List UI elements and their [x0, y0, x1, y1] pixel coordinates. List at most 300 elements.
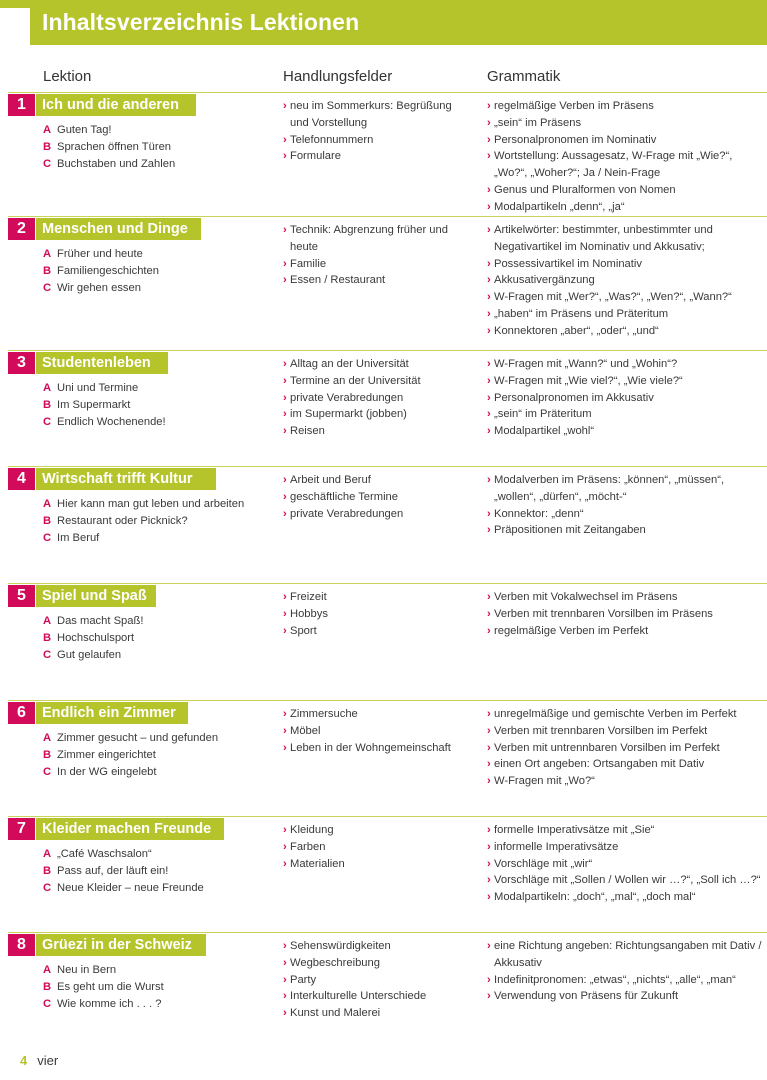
section-title: In der WG eingelebt — [57, 766, 157, 778]
chevron-right-icon: › — [487, 940, 491, 952]
chevron-right-icon: › — [487, 116, 491, 129]
lesson-divider — [8, 816, 767, 817]
section-letter: A — [43, 848, 52, 860]
list-item — [283, 222, 473, 256]
chevron-right-icon: › — [283, 956, 287, 969]
section-title: Neu in Bern — [57, 964, 117, 976]
lesson-title: Menschen und Dinge — [36, 218, 201, 240]
grammatik-list — [487, 356, 762, 440]
lesson-sections — [43, 246, 273, 297]
list-item — [283, 256, 473, 273]
handlungsfeld-text: Freizeit — [290, 591, 327, 603]
list-item — [283, 423, 473, 440]
chevron-right-icon: › — [283, 824, 287, 836]
list-item — [283, 740, 473, 757]
section-letter: A — [43, 615, 52, 627]
lesson-title: Endlich ein Zimmer — [36, 702, 188, 724]
list-item — [487, 182, 762, 199]
lesson-section-item — [43, 630, 273, 647]
lesson-divider — [8, 350, 767, 351]
grammatik-text: Konnektor: „denn“ — [494, 507, 584, 520]
chevron-right-icon: › — [487, 324, 491, 337]
lesson-section-item — [43, 139, 273, 156]
grammatik-text: unregelmäßige und gemischte Verben im Perfekt — [494, 708, 737, 720]
handlungsfeld-text: Materialien — [290, 857, 345, 870]
column-header-handlungsfelder: Handlungsfelder — [283, 68, 393, 85]
lesson-divider — [8, 932, 767, 933]
handlungsfelder-list — [283, 822, 473, 872]
list-item — [487, 406, 762, 423]
handlungsfeld-text: Party — [290, 973, 317, 986]
grammatik-text: Verben mit untrennbaren Vorsilben im Perfekt — [494, 741, 720, 754]
list-item — [283, 1005, 473, 1022]
chevron-right-icon: › — [487, 891, 491, 904]
lesson-section-item — [43, 979, 273, 996]
chevron-right-icon: › — [487, 374, 491, 387]
chevron-right-icon: › — [487, 973, 491, 986]
chevron-right-icon: › — [283, 224, 287, 236]
list-item — [283, 822, 473, 839]
chevron-right-icon: › — [487, 758, 491, 771]
chevron-right-icon: › — [283, 358, 287, 370]
lesson-divider — [8, 700, 767, 701]
chevron-right-icon: › — [487, 474, 491, 486]
handlungsfeld-text: private Verabredungen — [290, 507, 404, 520]
lesson-title: Grüezi in der Schweiz — [36, 934, 206, 956]
grammatik-text: Possessivartikel im Nominativ — [494, 257, 642, 270]
chevron-right-icon: › — [283, 374, 287, 387]
chevron-right-icon: › — [283, 150, 287, 163]
handlungsfeld-text: Sehenswürdigkeiten — [290, 940, 391, 952]
handlungsfeld-text: geschäftliche Termine — [290, 490, 398, 503]
handlungsfeld-text: Kunst und Malerei — [290, 1007, 381, 1020]
chevron-right-icon: › — [283, 100, 287, 112]
list-item — [487, 773, 762, 790]
page-title: Inhaltsverzeichnis Lektionen — [42, 9, 360, 35]
grammatik-text: Präpositionen mit Zeitangaben — [494, 524, 646, 537]
lesson-sections — [43, 846, 273, 897]
section-title: Familiengeschichten — [57, 265, 159, 277]
section-letter: C — [43, 282, 52, 294]
list-item — [283, 132, 473, 149]
chevron-right-icon: › — [283, 1007, 287, 1020]
lesson-section-item — [43, 747, 273, 764]
lesson-section-item — [43, 996, 273, 1013]
lesson-title: Kleider machen Freunde — [36, 818, 224, 840]
chevron-right-icon: › — [283, 425, 287, 438]
list-item — [283, 606, 473, 623]
page-footer — [20, 1053, 58, 1068]
page-number-word: vier — [37, 1053, 59, 1068]
grammatik-text: Modalverben im Präsens: „können“, „müssen“, „wollen“, „dürfen“, „möcht-“ — [494, 474, 725, 503]
list-item — [487, 606, 762, 623]
chevron-right-icon: › — [283, 274, 287, 287]
section-letter: A — [43, 382, 52, 394]
chevron-right-icon: › — [487, 274, 491, 287]
list-item — [487, 889, 762, 906]
section-title: Guten Tag! — [57, 124, 112, 136]
list-item — [487, 373, 762, 390]
lesson-number: 4 — [8, 468, 35, 490]
section-letter: C — [43, 882, 52, 894]
handlungsfeld-text: Termine an der Universität — [290, 374, 421, 387]
chevron-right-icon: › — [487, 624, 491, 637]
chevron-right-icon: › — [487, 358, 491, 370]
lesson-number: 7 — [8, 818, 35, 840]
grammatik-list — [487, 472, 762, 539]
grammatik-text: informelle Imperativsätze — [494, 840, 619, 853]
lesson-number: 8 — [8, 934, 35, 956]
grammatik-text: W-Fragen mit „Wo?“ — [494, 775, 595, 788]
list-item — [487, 706, 762, 723]
chevron-right-icon: › — [283, 741, 287, 754]
grammatik-text: W-Fragen mit „Wann?“ und „Wohin“? — [494, 358, 678, 370]
handlungsfeld-text: Arbeit und Beruf — [290, 474, 371, 486]
handlungsfeld-text: Leben in der Wohngemeinschaft — [290, 741, 451, 754]
list-item — [283, 390, 473, 407]
lesson-section-item — [43, 764, 273, 781]
chevron-right-icon: › — [283, 724, 287, 737]
section-letter: B — [43, 141, 52, 153]
list-item — [487, 988, 762, 1005]
lesson-title: Studentenleben — [36, 352, 168, 374]
list-item — [487, 148, 762, 182]
section-letter: B — [43, 981, 52, 993]
list-item — [487, 256, 762, 273]
chevron-right-icon: › — [487, 257, 491, 270]
lesson-section-item — [43, 156, 273, 173]
chevron-right-icon: › — [487, 150, 491, 163]
list-item — [487, 822, 762, 839]
handlungsfeld-text: Farben — [290, 840, 326, 853]
handlungsfeld-text: Wegbeschreibung — [290, 956, 380, 969]
list-item — [283, 406, 473, 423]
list-item — [283, 356, 473, 373]
grammatik-text: Genus und Pluralformen von Nomen — [494, 183, 676, 196]
handlungsfeld-text: im Supermarkt (jobben) — [290, 408, 407, 421]
list-item — [487, 723, 762, 740]
lesson-sections — [43, 613, 273, 664]
lesson-section-item — [43, 863, 273, 880]
chevron-right-icon: › — [487, 391, 491, 404]
list-item — [487, 623, 762, 640]
chevron-right-icon: › — [283, 507, 287, 520]
handlungsfelder-list — [283, 938, 473, 1022]
chevron-right-icon: › — [487, 291, 491, 304]
list-item — [487, 199, 762, 216]
handlungsfeld-text: Telefonnummern — [290, 133, 374, 146]
chevron-right-icon: › — [283, 990, 287, 1003]
chevron-right-icon: › — [283, 857, 287, 870]
section-letter: C — [43, 158, 52, 170]
grammatik-list — [487, 98, 762, 216]
lesson-divider — [8, 216, 767, 217]
section-title: Neue Kleider – neue Freunde — [57, 882, 204, 894]
handlungsfeld-text: Reisen — [290, 425, 325, 438]
list-item — [283, 938, 473, 955]
grammatik-text: „sein“ im Präteritum — [494, 408, 592, 421]
lesson-section-item — [43, 513, 273, 530]
list-item — [487, 289, 762, 306]
list-item — [487, 938, 762, 972]
list-item — [283, 706, 473, 723]
chevron-right-icon: › — [487, 224, 491, 236]
chevron-right-icon: › — [487, 708, 491, 720]
grammatik-text: Modalpartikeln: „doch“, „mal“, „doch mal“ — [494, 891, 696, 904]
chevron-right-icon: › — [283, 591, 287, 603]
lesson-section-item — [43, 246, 273, 263]
chevron-right-icon: › — [487, 100, 491, 112]
lesson-number: 2 — [8, 218, 35, 240]
list-item — [283, 839, 473, 856]
list-item — [487, 472, 762, 506]
list-item — [487, 740, 762, 757]
lesson-section-item — [43, 962, 273, 979]
section-title: Gut gelaufen — [57, 649, 122, 661]
section-letter: A — [43, 964, 52, 976]
chevron-right-icon: › — [487, 741, 491, 754]
list-item — [487, 323, 762, 340]
chevron-right-icon: › — [283, 391, 287, 404]
list-item — [487, 872, 762, 889]
section-title: Restaurant oder Picknick? — [57, 515, 188, 527]
lesson-section-item — [43, 530, 273, 547]
lesson-section-item — [43, 496, 273, 513]
list-item — [283, 148, 473, 165]
grammatik-text: Personalpronomen im Akkusativ — [494, 391, 654, 404]
grammatik-text: Modalpartikel „wohl“ — [494, 425, 595, 438]
chevron-right-icon: › — [487, 591, 491, 603]
chevron-right-icon: › — [487, 990, 491, 1003]
section-title: „Café Waschsalon“ — [57, 848, 152, 860]
chevron-right-icon: › — [283, 474, 287, 486]
section-letter: A — [43, 124, 52, 136]
list-item — [283, 489, 473, 506]
grammatik-text: W-Fragen mit „Wie viel?“, „Wie viele?“ — [494, 374, 683, 387]
lesson-section-item — [43, 380, 273, 397]
handlungsfeld-text: Sport — [290, 624, 317, 637]
lesson-sections — [43, 730, 273, 781]
section-title: Zimmer gesucht – und gefunden — [57, 732, 219, 744]
chevron-right-icon: › — [487, 857, 491, 870]
list-item — [487, 423, 762, 440]
list-item — [487, 522, 762, 539]
section-letter: B — [43, 749, 52, 761]
section-title: Im Beruf — [57, 532, 100, 544]
list-item — [487, 589, 762, 606]
section-title: Wie komme ich . . . ? — [57, 998, 162, 1010]
list-item — [487, 306, 762, 323]
list-item — [487, 839, 762, 856]
handlungsfeld-text: neu im Sommerkurs: Begrüßung und Vorstellung — [290, 100, 452, 129]
list-item — [283, 506, 473, 523]
section-letter: A — [43, 248, 52, 260]
list-item — [487, 132, 762, 149]
handlungsfeld-text: Hobbys — [290, 607, 328, 620]
grammatik-text: Verben mit trennbaren Vorsilben im Präsens — [494, 607, 713, 620]
lesson-section-item — [43, 647, 273, 664]
grammatik-list — [487, 589, 762, 639]
lesson-number: 5 — [8, 585, 35, 607]
lesson-number: 6 — [8, 702, 35, 724]
grammatik-text: Wortstellung: Aussagesatz, W-Frage mit „Wie?“, „Wo?“, „Woher?“; Ja / Nein-Frage — [494, 150, 733, 180]
section-letter: B — [43, 632, 52, 644]
chevron-right-icon: › — [487, 183, 491, 196]
handlungsfelder-list — [283, 356, 473, 440]
section-title: Pass auf, der läuft ein! — [57, 865, 169, 877]
handlungsfeld-text: Zimmersuche — [290, 708, 358, 720]
lesson-sections — [43, 380, 273, 431]
lesson-divider — [8, 466, 767, 467]
list-item — [283, 972, 473, 989]
chevron-right-icon: › — [283, 940, 287, 952]
chevron-right-icon: › — [487, 840, 491, 853]
handlungsfelder-list — [283, 472, 473, 522]
grammatik-text: Vorschläge mit „Sollen / Wollen wir …?“, „Soll ich …?“ — [494, 874, 761, 887]
list-item — [283, 589, 473, 606]
section-letter: C — [43, 998, 52, 1010]
list-item — [283, 856, 473, 873]
chevron-right-icon: › — [283, 624, 287, 637]
chevron-right-icon: › — [283, 708, 287, 720]
lesson-number: 3 — [8, 352, 35, 374]
section-letter: C — [43, 532, 52, 544]
grammatik-list — [487, 706, 762, 790]
section-letter: A — [43, 498, 52, 510]
lesson-section-item — [43, 397, 273, 414]
list-item — [487, 98, 762, 115]
grammatik-text: regelmäßige Verben im Präsens — [494, 100, 654, 112]
list-item — [283, 623, 473, 640]
handlungsfeld-text: Formulare — [290, 150, 341, 163]
chevron-right-icon: › — [283, 840, 287, 853]
grammatik-text: „haben“ im Präsens und Präteritum — [494, 307, 669, 320]
chevron-right-icon: › — [283, 490, 287, 503]
section-letter: C — [43, 649, 52, 661]
lesson-section-item — [43, 122, 273, 139]
list-item — [487, 115, 762, 132]
handlungsfeld-text: Kleidung — [290, 824, 334, 836]
lesson-section-item — [43, 414, 273, 431]
section-title: Endlich Wochenende! — [57, 416, 166, 428]
lesson-divider — [8, 92, 767, 93]
grammatik-text: formelle Imperativsätze mit „Sie“ — [494, 824, 655, 836]
chevron-right-icon: › — [283, 408, 287, 421]
list-item — [487, 222, 762, 256]
lesson-divider — [8, 583, 767, 584]
list-item — [283, 955, 473, 972]
lesson-section-item — [43, 280, 273, 297]
section-letter: A — [43, 732, 52, 744]
list-item — [487, 356, 762, 373]
grammatik-text: Verben mit trennbaren Vorsilben im Perfekt — [494, 724, 708, 737]
grammatik-text: Verwendung von Präsens für Zukunft — [494, 990, 679, 1003]
list-item — [283, 723, 473, 740]
handlungsfeld-text: Interkulturelle Unterschiede — [290, 990, 427, 1003]
grammatik-text: Konnektoren „aber“, „oder“, „und“ — [494, 324, 659, 337]
handlungsfeld-text: Technik: Abgrenzung früher und heute — [290, 224, 448, 253]
chevron-right-icon: › — [283, 607, 287, 620]
chevron-right-icon: › — [487, 133, 491, 146]
section-title: Hochschulsport — [57, 632, 135, 644]
section-title: Wir gehen essen — [57, 282, 141, 294]
section-letter: B — [43, 265, 52, 277]
lesson-section-item — [43, 263, 273, 280]
chevron-right-icon: › — [487, 775, 491, 788]
section-letter: B — [43, 515, 52, 527]
lesson-number: 1 — [8, 94, 35, 116]
chevron-right-icon: › — [487, 724, 491, 737]
handlungsfeld-text: Familie — [290, 257, 327, 270]
handlungsfelder-list — [283, 706, 473, 756]
section-title: Es geht um die Wurst — [57, 981, 164, 993]
lesson-sections — [43, 496, 273, 547]
grammatik-text: eine Richtung angeben: Richtungsangaben mit Dativ / Akkusativ — [494, 940, 762, 969]
section-letter: B — [43, 865, 52, 877]
grammatik-text: „sein“ im Präsens — [494, 116, 582, 129]
section-title: Früher und heute — [57, 248, 143, 260]
chevron-right-icon: › — [283, 257, 287, 270]
grammatik-text: Personalpronomen im Nominativ — [494, 133, 657, 146]
grammatik-list — [487, 822, 762, 906]
handlungsfelder-list — [283, 222, 473, 289]
grammatik-list — [487, 938, 762, 1005]
grammatik-text: Artikelwörter: bestimmter, unbestimmter und Negativartikel im Nominativ und Akkusativ; — [494, 224, 713, 253]
section-title: Das macht Spaß! — [57, 615, 144, 627]
list-item — [487, 390, 762, 407]
list-item — [283, 272, 473, 289]
grammatik-text: W-Fragen mit „Wer?“, „Was?“, „Wen?“, „Wann?“ — [494, 291, 732, 304]
list-item — [487, 506, 762, 523]
section-title: Hier kann man gut leben und arbeiten — [57, 498, 245, 510]
list-item — [283, 988, 473, 1005]
list-item — [283, 373, 473, 390]
lesson-section-item — [43, 880, 273, 897]
section-title: Buchstaben und Zahlen — [57, 158, 176, 170]
chevron-right-icon: › — [487, 824, 491, 836]
page-number: 4 — [20, 1053, 28, 1068]
chevron-right-icon: › — [487, 200, 491, 213]
column-header-grammatik: Grammatik — [487, 68, 561, 85]
list-item — [283, 472, 473, 489]
section-letter: B — [43, 399, 52, 411]
section-title: Uni und Termine — [57, 382, 139, 394]
handlungsfeld-text: Möbel — [290, 724, 321, 737]
chevron-right-icon: › — [487, 524, 491, 537]
lesson-section-item — [43, 846, 273, 863]
chevron-right-icon: › — [487, 425, 491, 438]
grammatik-text: Verben mit Vokalwechsel im Präsens — [494, 591, 678, 603]
section-title: Sprachen öffnen Türen — [57, 141, 172, 153]
lesson-title: Wirtschaft trifft Kultur — [36, 468, 216, 490]
grammatik-text: Modalpartikeln „denn“, „ja“ — [494, 200, 625, 213]
lesson-title: Ich und die anderen — [36, 94, 196, 116]
list-item — [487, 972, 762, 989]
list-item — [283, 98, 473, 132]
lesson-sections — [43, 122, 273, 173]
grammatik-text: regelmäßige Verben im Perfekt — [494, 624, 649, 637]
chevron-right-icon: › — [487, 874, 491, 887]
lesson-section-item — [43, 730, 273, 747]
chevron-right-icon: › — [487, 408, 491, 421]
chevron-right-icon: › — [487, 607, 491, 620]
grammatik-text: einen Ort angeben: Ortsangaben mit Dativ — [494, 758, 705, 771]
section-letter: C — [43, 416, 52, 428]
column-header-lektion: Lektion — [43, 68, 92, 85]
grammatik-list — [487, 222, 762, 340]
section-title: Zimmer eingerichtet — [57, 749, 156, 761]
handlungsfeld-text: Essen / Restaurant — [290, 274, 386, 287]
